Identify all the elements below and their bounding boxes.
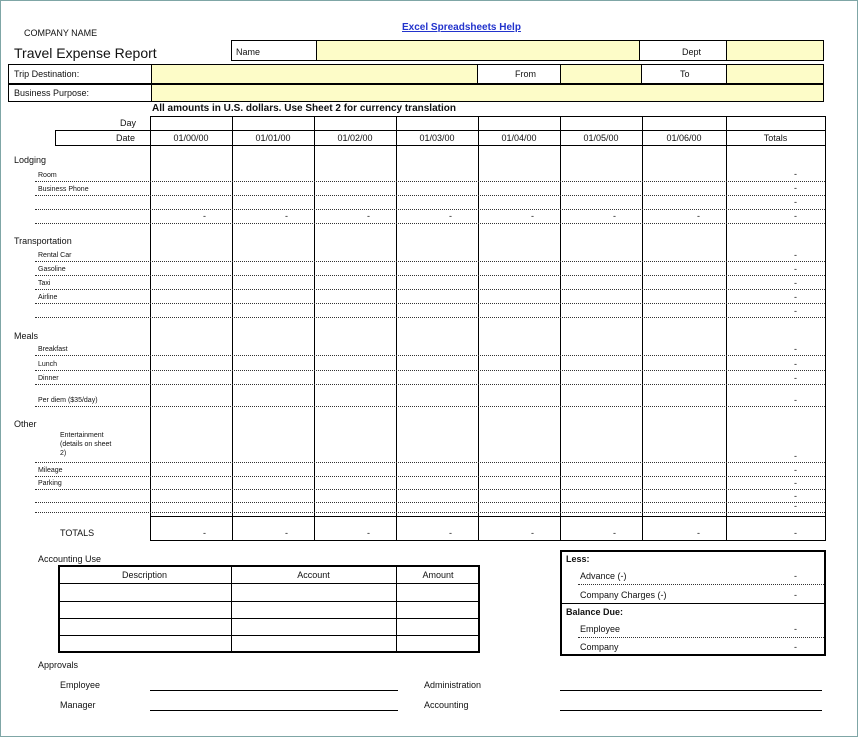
row-total: - [794,491,797,501]
row-total: - [794,250,797,260]
col-amount: Amount [422,570,454,580]
totals-top-line [150,516,826,517]
advance-value: - [794,571,797,581]
subtotal-cell: - [367,211,370,221]
approval-manager-label: Manager [60,700,96,710]
other-entertainment: (details on sheet [60,441,112,448]
row-total: - [794,478,797,488]
col-description: Description [121,570,168,580]
report-title: Travel Expense Report [14,45,157,61]
grand-total: - [794,528,797,538]
approval-administration-label: Administration [424,680,482,690]
row-total: - [794,169,797,179]
total-cell: - [203,528,206,538]
total-cell: - [697,528,700,538]
subtotal-cell: - [449,211,452,221]
transportation-title: Transportation [14,236,72,246]
date-row-bottom [55,145,826,146]
row-total: - [794,292,797,302]
transport-item: Taxi [38,280,51,287]
other-title: Other [14,419,37,429]
name-label: Name [236,47,261,57]
date-col-6: 01/05/00 [583,133,619,143]
date-label: Date [116,133,136,143]
subtotal-cell: - [531,211,534,221]
approval-employee-label: Employee [60,680,101,690]
transport-item: Gasoline [38,266,66,273]
date-col-5: 01/04/00 [501,133,537,143]
day-label: Day [120,118,137,128]
dept-field[interactable] [726,40,824,61]
other-item: Parking [38,480,62,487]
row-total: - [794,465,797,475]
company-balance-label: Company [580,642,619,652]
lodging-title: Lodging [14,155,47,165]
to-label: To [680,69,690,79]
row-total: - [794,501,797,511]
from-field[interactable] [560,64,642,84]
totals-bottom-line [150,540,826,541]
row-total: - [794,359,797,369]
other-entertainment: 2) [60,450,67,457]
row-total: - [794,211,797,221]
advance-label: Advance (-) [580,571,627,581]
approval-accounting-line[interactable] [560,710,822,711]
subtotal-cell: - [613,211,616,221]
employee-balance-value: - [794,624,797,634]
other-item: Mileage [38,467,63,474]
row-total: - [794,278,797,288]
approval-manager-line[interactable] [150,710,398,711]
subtotal-cell: - [697,211,700,221]
meals-item: Dinner [38,375,59,382]
approvals-title: Approvals [38,660,79,670]
name-field[interactable] [316,40,640,61]
subtotal-cell: - [203,211,206,221]
date-col-3: 01/02/00 [337,133,373,143]
transport-item: Airline [38,294,58,301]
totals-row-label: TOTALS [60,528,95,538]
lodging-item: Business Phone [38,186,89,193]
company-name: COMPANY NAME [24,28,98,38]
meals-item: Breakfast [38,346,68,353]
from-label: From [515,69,536,79]
total-cell: - [613,528,616,538]
company-balance-value: - [794,642,797,652]
row-total: - [794,197,797,207]
row-total: - [794,344,797,354]
help-link[interactable]: Excel Spreadsheets Help [402,22,521,33]
lodging-item: Room [38,172,57,179]
row-total: - [794,264,797,274]
row-total: - [794,306,797,316]
col-account: Account [297,570,330,580]
meals-item: Lunch [38,361,58,368]
approval-accounting-label: Accounting [424,700,469,710]
date-col-7: 01/06/00 [666,133,702,143]
total-cell: - [531,528,534,538]
amounts-note: All amounts in U.S. dollars. Use Sheet 2 for currency translation [152,103,456,114]
date-col-1: 01/00/00 [173,133,209,143]
other-entertainment: Entertainment [60,432,104,439]
row-total: - [794,395,797,405]
row-total: - [794,373,797,383]
approval-administration-line[interactable] [560,690,822,691]
trip-destination-field[interactable] [151,64,478,84]
trip-label: Trip Destination: [14,69,80,79]
company-charges-value: - [794,590,797,600]
balance-due-label: Balance Due: [566,607,624,617]
totals-header: Totals [763,133,788,143]
date-col-2: 01/01/00 [255,133,291,143]
employee-balance-label: Employee [580,624,621,634]
total-cell: - [367,528,370,538]
date-row-top [55,130,826,131]
dept-label: Dept [682,47,702,57]
row-total: - [794,451,797,461]
to-field[interactable] [726,64,824,84]
grid-top-line [150,116,826,117]
total-cell: - [449,528,452,538]
subtotal-cell: - [285,211,288,221]
less-label: Less: [566,554,590,564]
total-cell: - [285,528,288,538]
business-purpose-field[interactable] [151,84,824,102]
date-col-4: 01/03/00 [419,133,455,143]
accounting-title: Accounting Use [38,554,102,564]
meals-item: Per diem ($35/day) [38,397,98,404]
approval-employee-line[interactable] [150,690,398,691]
transport-item: Rental Car [38,252,72,259]
purpose-label: Business Purpose: [14,88,90,98]
row-total: - [794,183,797,193]
company-charges-label: Company Charges (-) [580,590,667,600]
meals-title: Meals [14,331,39,341]
